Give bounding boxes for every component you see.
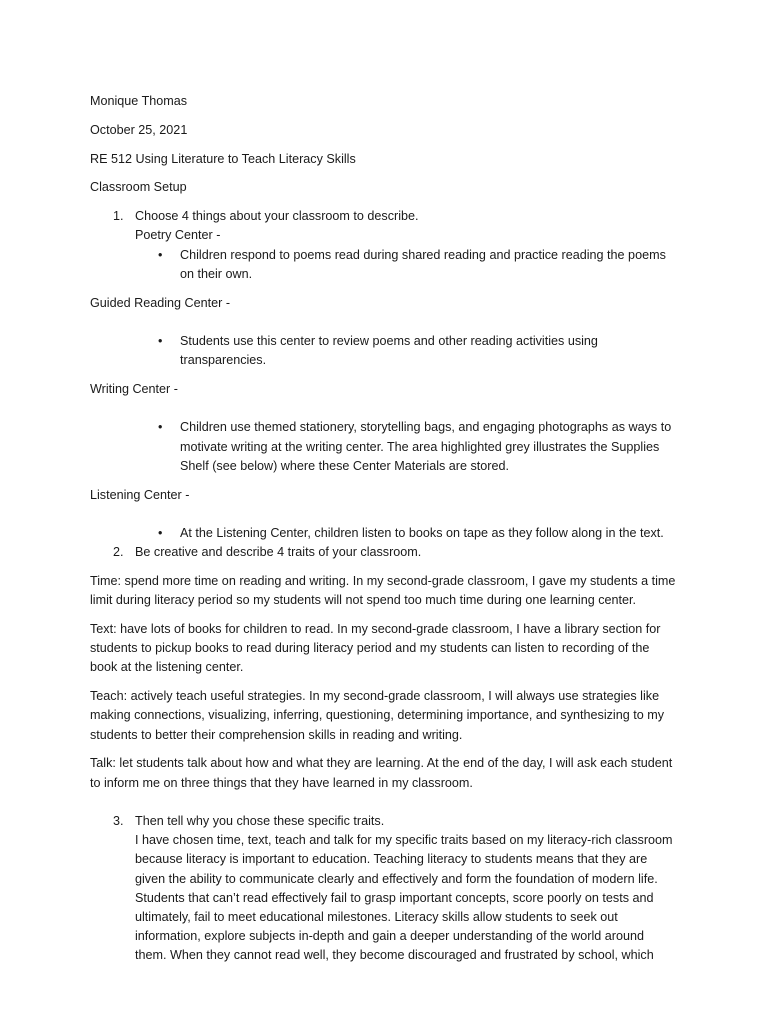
- poetry-center-heading: Poetry Center -: [135, 228, 221, 243]
- question-3: [90, 812, 678, 966]
- bullet-icon: •: [158, 525, 163, 540]
- listening-center-heading: Listening Center -: [90, 487, 190, 502]
- guided-reading-bullet: [90, 332, 678, 370]
- bullet-icon: •: [158, 333, 163, 348]
- trait-talk: Talk: let students talk about how and what they are learning. At the end of the day, I will ask each student to inform me on three things that they have learned in my classroom.: [90, 756, 673, 790]
- listening-center-bullet: [90, 524, 678, 543]
- writing-center-text: Children use themed stationery, storytelling bags, and engaging photographs as ways to motivate writing at the writing center. The area highlighted grey illustrates the Supplies Shelf (see below) where these Center Materials are stored.: [180, 420, 672, 473]
- question-1-number: 1.: [113, 209, 124, 224]
- bullet-icon: •: [158, 247, 163, 262]
- author-name: Monique Thomas: [90, 94, 188, 108]
- question-3-answer: I have chosen time, text, teach and talk for my specific traits based on my literacy-rich classroom because literacy is important to education. Teaching literacy to students means that they are given the ability to communicate clearly and effectively and form the foundation of modern life. Students that can’t read effectively fail to grasp important concepts, score poorly on tests and ultimately, fail to meet educational milestones. Literacy skills allow students to seek out information, explore subjects in-depth and gain a deeper understanding of the world around them. When they cannot read well, they become discouraged and frustrated by school, which: [135, 833, 673, 963]
- guided-reading-text: Students use this center to review poems and other reading activities using transparencies.: [180, 333, 598, 368]
- guided-reading-heading: Guided Reading Center -: [90, 295, 231, 310]
- trait-time: Time: spend more time on reading and writing. In my second-grade classroom, I gave my students a time limit during literacy period so my students will not spend too much time during one learning center.: [90, 573, 676, 608]
- question-2-number: 2.: [113, 545, 124, 560]
- trait-teach: Teach: actively teach useful strategies. In my second-grade classroom, I will always use strategies like making connections, visualizing, inferring, questioning, determining importance, and synthesizing to my students to better their comprehension skills in reading and writing.: [90, 689, 665, 742]
- course-title: RE 512 Using Literature to Teach Literacy Skills: [90, 151, 356, 166]
- question-1-prompt: Choose 4 things about your classroom to describe.: [135, 209, 419, 224]
- question-2-prompt: Be creative and describe 4 traits of your classroom.: [135, 545, 422, 560]
- writing-center-bullet: [90, 418, 678, 476]
- assignment-title: Classroom Setup: [90, 180, 187, 195]
- trait-text: Text: have lots of books for children to read. In my second-grade classroom, I have a library section for students to pickup books to read during literacy period and my students can listen to recording of the book at the listening center.: [90, 621, 661, 675]
- document-date: October 25, 2021: [90, 122, 188, 137]
- question-2: [90, 543, 678, 562]
- poetry-center-bullet: [90, 246, 678, 284]
- listening-center-text: At the Listening Center, children listen to books on tape as they follow along in the text.: [180, 525, 664, 540]
- poetry-center-text: Children respond to poems read during shared reading and practice reading the poems on their own.: [180, 247, 666, 281]
- writing-center-heading: Writing Center -: [90, 381, 178, 396]
- question-3-prompt: Then tell why you chose these specific traits.: [135, 813, 385, 828]
- question-1: [90, 207, 678, 245]
- question-3-number: 3.: [113, 813, 124, 828]
- bullet-icon: •: [158, 420, 163, 435]
